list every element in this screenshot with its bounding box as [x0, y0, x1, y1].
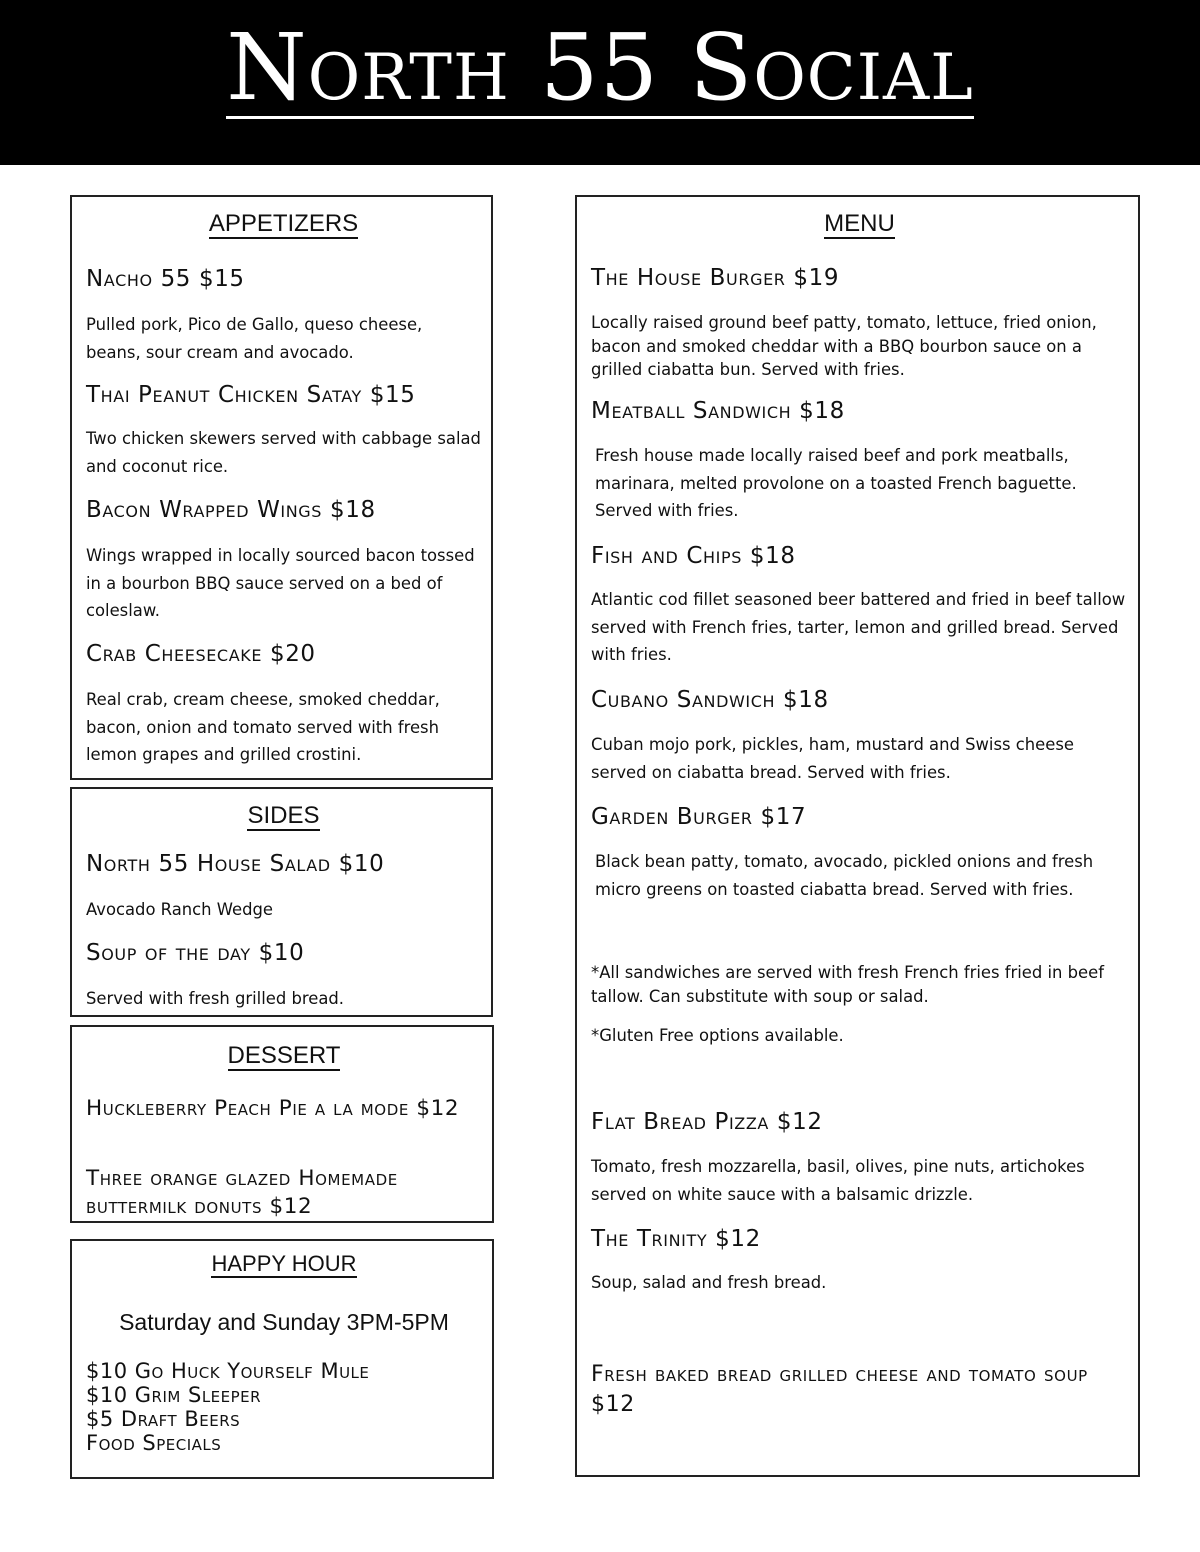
side-item-desc: Served with fresh grilled bread.: [86, 989, 345, 1008]
header-banner: [0, 0, 1200, 165]
menu-item-name: Fish and Chips $18: [591, 543, 796, 569]
menu-item-desc: Soup, salad and fresh bread.: [591, 1273, 827, 1292]
menu-item-name: Garden Burger $17: [591, 804, 807, 830]
menu-item-name: Flat Bread Pizza $12: [591, 1109, 823, 1135]
appetizers-section: [70, 195, 493, 780]
happy-hour-heading: HAPPY HOUR: [211, 1251, 357, 1276]
happy-hour-line: Food Specials: [86, 1431, 222, 1455]
menu-item-desc: Atlantic cod fillet seasoned beer battered and fried in beef tallow served with French fries, tarter, lemon and grilled bread. Served with fries.: [591, 590, 1126, 664]
menu-item-desc: Black bean patty, tomato, avocado, pickled onions and fresh micro greens on toasted ciabatta bread. Served with fries.: [595, 852, 1094, 899]
menu-item-name: Cubano Sandwich $18: [591, 687, 829, 713]
menu-item-name: The House Burger $19: [591, 265, 840, 291]
restaurant-title-text: North 55 Social: [226, 14, 974, 121]
happy-hour-line: $10 Grim Sleeper: [86, 1383, 262, 1407]
menu-section: [575, 195, 1140, 1477]
appetizers-heading: APPETIZERS: [208, 210, 359, 237]
menu-note: *All sandwiches are served with fresh French fries fried in beef tallow. Can substitute with soup or salad.: [591, 963, 1104, 1006]
appetizer-item-desc: Real crab, cream cheese, smoked cheddar, bacon, onion and tomato served with fresh lemon grapes and grilled crostini.: [86, 690, 440, 764]
side-item-name: North 55 House Salad $10: [86, 851, 385, 877]
menu-note: *Gluten Free options available.: [591, 1026, 844, 1045]
side-item-name: Soup of the day $10: [86, 940, 305, 966]
dessert-section: [70, 1025, 494, 1223]
appetizer-item-name: Bacon Wrapped Wings $18: [86, 497, 376, 523]
menu-item-name: The Trinity $12: [591, 1226, 761, 1252]
dessert-heading: DESSERT: [227, 1042, 341, 1069]
happy-hour-section: [70, 1239, 494, 1479]
menu-item-desc: Cuban mojo pork, pickles, ham, mustard and Swiss cheese served on ciabatta bread. Served with fries.: [591, 735, 1074, 782]
appetizer-item-name: Thai Peanut Chicken Satay $15: [86, 382, 416, 408]
menu-item-name: Fresh baked bread grilled cheese and tomato soup $12: [591, 1362, 1088, 1417]
menu-item-name: Meatball Sandwich $18: [591, 398, 845, 424]
menu-item-desc: Tomato, fresh mozzarella, basil, olives, pine nuts, artichokes served on white sauce with a balsamic drizzle.: [591, 1157, 1085, 1204]
dessert-item-name: Three orange glazed Homemade buttermilk donuts $12: [86, 1166, 398, 1219]
appetizer-item-name: Nacho 55 $15: [86, 266, 245, 292]
happy-hour-line: $5 Draft Beers: [86, 1407, 241, 1431]
appetizer-item-desc: Pulled pork, Pico de Gallo, queso cheese, beans, sour cream and avocado.: [86, 315, 423, 362]
side-item-desc: Avocado Ranch Wedge: [86, 900, 273, 919]
appetizer-item-desc: Two chicken skewers served with cabbage salad and coconut rice.: [86, 429, 481, 476]
menu-heading: MENU: [824, 210, 895, 237]
dessert-item-name: Huckleberry Peach Pie a la mode $12: [86, 1096, 460, 1121]
menu-item-desc: Fresh house made locally raised beef and pork meatballs, marinara, melted provolone on a toasted French baguette. Served with fries.: [595, 446, 1077, 520]
sides-section: [70, 787, 493, 1017]
happy-hour-days: Saturday and Sunday 3PM-5PM: [119, 1309, 449, 1335]
restaurant-title: [0, 14, 1200, 121]
sides-heading: SIDES: [247, 802, 320, 829]
happy-hour-line: $10 Go Huck Yourself Mule: [86, 1359, 370, 1383]
appetizer-item-name: Crab Cheesecake $20: [86, 641, 316, 667]
appetizer-item-desc: Wings wrapped in locally sourced bacon tossed in a bourbon BBQ sauce served on a bed of coleslaw.: [86, 546, 475, 620]
menu-item-desc: Locally raised ground beef patty, tomato, lettuce, fried onion, bacon and smoked cheddar with a BBQ bourbon sauce on a grilled ciabatta bun. Served with fries.: [591, 313, 1097, 379]
